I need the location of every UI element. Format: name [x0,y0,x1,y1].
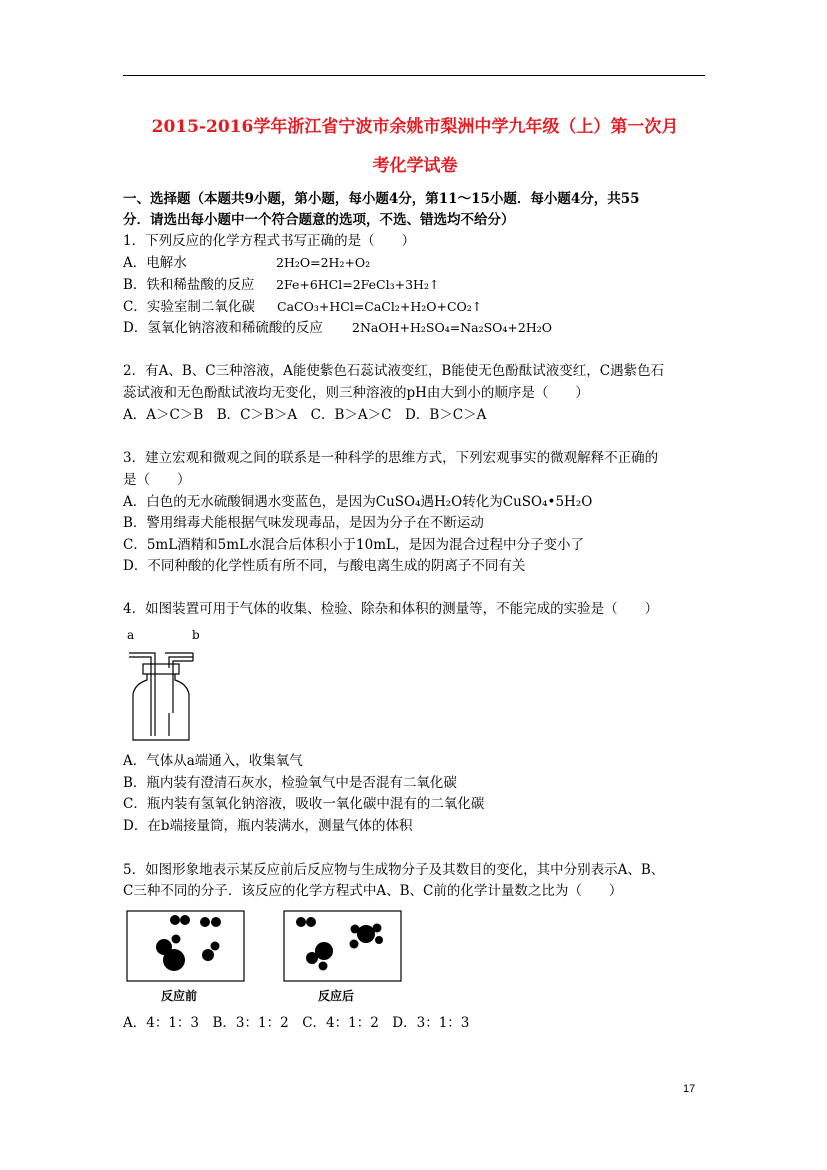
q1-option-c-formula: CaCO₃+HCl=CaCl₂+H₂O+CO₂↑ [277,299,483,314]
q3-option-c: C．5mL酒精和5mL水混合后体积小于10mL，是因为混合过程中分子变小了 [123,537,584,553]
q2-stem-line2: 蕊试液和无色酚酞试液均无变化，则三种溶液的pH由大到小的顺序是（ ） [123,385,589,401]
q1-option-a: A．电解水 [123,255,187,271]
q1-option-d: D．氢氧化钠溶液和稀硫酸的反应 [123,320,323,336]
q4-option-b: B．瓶内装有澄清石灰水，检验氧气中是否混有二氧化碳 [123,775,457,791]
q4-stem: 4．如图装置可用于气体的收集、检验、除杂和体积的测量等，不能完成的实验是（ ） [123,601,659,617]
q3-stem-line1: 3．建立宏观和微观之间的联系是一种科学的思维方式，下列宏观事实的微观解释不正确的 [123,450,659,466]
q1-option-b-formula: 2Fe+6HCl=2FeCl₃+3H₂↑ [276,277,440,292]
q3-option-a: A．白色的无水硫酸铜遇水变蓝色，是因为CuSO₄遇H₂O转化为CuSO₄•5H₂O [123,494,593,510]
section-heading-line1: 一、选择题（本题共9小题，第小题，每小题4分，第11～15小题．每小题4分，共55 [123,191,640,207]
q2-stem-line1: 2．有A、B、C三种溶液，A能使紫色石蕊试液变红，B能使无色酚酞试液变红，C遇紫色石 [123,363,665,379]
q1-option-b: B．铁和稀盐酸的反应 [123,277,255,293]
q5-stem-line1: 5．如图形象地表示某反应前后反应物与生成物分子及其数目的变化，其中分别表示A、B、 [123,862,665,878]
q1-option-d-formula: 2NaOH+H₂SO₄=Na₂SO₄+2H₂O [352,320,552,335]
q5-options: A．4：1：3 B．3：1：2 C．4：1：2 D．3：1：3 [123,1015,470,1031]
q5-stem-line2: C三种不同的分子．该反应的化学方程式中A、B、C前的化学计量数之比为（ ） [123,883,623,899]
section-heading-line2: 分．请选出每小题中一个符合题意的选项，不选、错选均不给分） [123,212,515,228]
page-number: 17 [683,1083,696,1095]
q4-option-d: D．在b端接量筒，瓶内装满水，测量气体的体积 [123,818,413,834]
exam-title-line2: 考化学试卷 [372,156,458,176]
reaction-after-diagram [283,910,403,1002]
q3-option-d: D．不同种酸的化学性质有所不同，与酸电离生成的阴离子不同有关 [123,558,526,574]
q2-options: A．A＞C＞B B．C＞B＞A C．B＞A＞C D．B＞C＞A [123,407,487,423]
header-rule [123,75,705,76]
reaction-before-diagram [126,910,246,1002]
q1-stem: 1．下列反应的化学方程式书写正确的是（ ） [123,233,416,249]
q1-option-c: C．实验室制二氧化碳 [123,299,255,315]
gas-bottle-diagram [123,628,203,744]
q3-option-b: B．警用缉毒犬能根据气味发现毒品，是因为分子在不断运动 [123,515,484,531]
tube-label-b: b [192,628,200,642]
before-label: 反应前 [161,989,198,1002]
q4-option-a: A．气体从a端通入，收集氧气 [123,753,303,769]
exam-title-line1: 2015-2016学年浙江省宁波市余姚市梨洲中学九年级（上）第一次月 [151,117,679,137]
q1-option-a-formula: 2H₂O=2H₂+O₂ [276,255,371,270]
tube-label-a: a [127,628,135,642]
after-label: 反应后 [318,989,355,1002]
q4-option-c: C．瓶内装有氢氧化钠溶液，吸收一氧化碳中混有的二氧化碳 [123,796,485,812]
q3-stem-line2: 是（ ） [123,472,191,488]
